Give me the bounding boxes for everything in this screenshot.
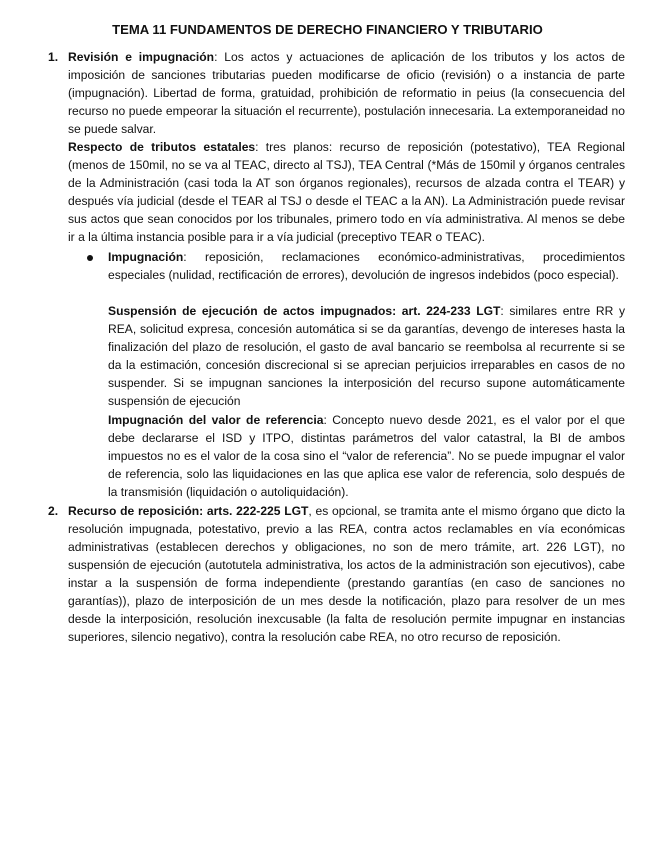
reference-value-heading: Impugnación del valor de referencia — [108, 413, 324, 427]
item-1-paragraph — [68, 48, 625, 138]
impugnation-heading: Impugnación — [108, 250, 184, 264]
bullet-icon — [87, 255, 93, 261]
item-1-heading: Revisión e impugnación — [68, 50, 215, 64]
item-2-heading: Recurso de reposición: arts. 222-225 LGT — [68, 504, 309, 518]
impugnation-paragraph — [108, 248, 625, 284]
impugnation-text: : reposición, reclamaciones económico-administrativas, procedimientos especiales (nulidad, rectificación de errores), devolución de ingresos indebidos (poco especial). — [108, 250, 625, 283]
suspension-text: : similares entre RR y REA, solicitud expresa, concesión automática si se da garantías, devengo de intereses hasta la finalización del plazo de resolución, el gasto de aval bancario se reembolsa al recurrente si se da la estimación, concesión discrecional si se aprecian perjuicios irreparables en casos de no suspender. Si se impugnan sanciones la interposición del recurso supone automáticamente suspensión de ejecución — [108, 304, 626, 409]
item-2-paragraph — [68, 502, 625, 646]
document-title: TEMA 11 FUNDAMENTOS DE DERECHO FINANCIERO Y TRIBUTARIO — [112, 22, 543, 37]
item-2-text: , es opcional, se tramita ante el mismo órgano que dicto la resolución impugnada, potestativo, previo a las REA, contra actos reclamables en vía económicas administrativas (establecen derechos y obligaciones, no son de mero trámite, art. 226 LGT), no suspensión de ejecución (autotutela administrativa, los actos de la administración son ejecutivos), cabe instar a la suspensión de forma independiente (prestando garantías (en caso de sanciones no garantías)), plazo de interposición de un mes desde la notificación, plazo para resolver de un mes desde la interposición, resolución inexcusable (la falta de resolución permite impugnar en instancias superiores, silencio negativo), contra la resolución cabe REA, no otro recurso de reposición. — [68, 504, 625, 645]
suspension-paragraph — [108, 302, 625, 410]
state-taxes-heading: Respecto de tributos estatales — [68, 140, 256, 154]
state-taxes-paragraph — [68, 138, 625, 246]
suspension-heading: Suspensión de ejecución de actos impugnados: art. 224-233 LGT — [108, 304, 501, 318]
item-2-number: 2. — [48, 504, 59, 518]
reference-value-paragraph — [108, 411, 625, 501]
reference-value-text: : Concepto nuevo desde 2021, es el valor por el que debe declararse el ISD y ITPO, distintas parámetros del valor catastral, la BI de ambos impuestos no es el valor de la cosa sino el “valor de referencia”. No se puede impugnar el valor de referencia, solo las liquidaciones en las que aplica ese valor de referencia, solo después de la transmisión (liquidación o autoliquidación). — [108, 413, 625, 500]
state-taxes-text: : tres planos: recurso de reposición (potestativo), TEA Regional (menos de 150mil, no se va al TEAC, directo al TSJ), TEA Central (*Más de 150mil y órganos centrales de la Administración (casi toda la AT son órganos regionales), recursos de alzada contra el TEAR) y después vía judicial (desde el TEAR al TSJ o desde el TEAC a la AN). La Administración puede revisar sus actos que sean conocidos por los tribunales, primero todo en vía administrativa. Al menos se debe ir a la última instancia posible para ir a vía judicial (preceptivo TEAR o TEAC). — [68, 140, 625, 245]
item-1-number: 1. — [48, 50, 59, 64]
item-1-text: : Los actos y actuaciones de aplicación de los tributos y los actos de imposición de sanciones tributarias pueden modificarse de oficio (revisión) o a instancia de parte (impugnación). Libertad de forma, gratuidad, prohibición de reformatio in peius (la consecuencia del recurso no puede empeorar la situación el recurrente), postulación innecesaria. La extemporaneidad no se puede salvar. — [68, 50, 625, 137]
